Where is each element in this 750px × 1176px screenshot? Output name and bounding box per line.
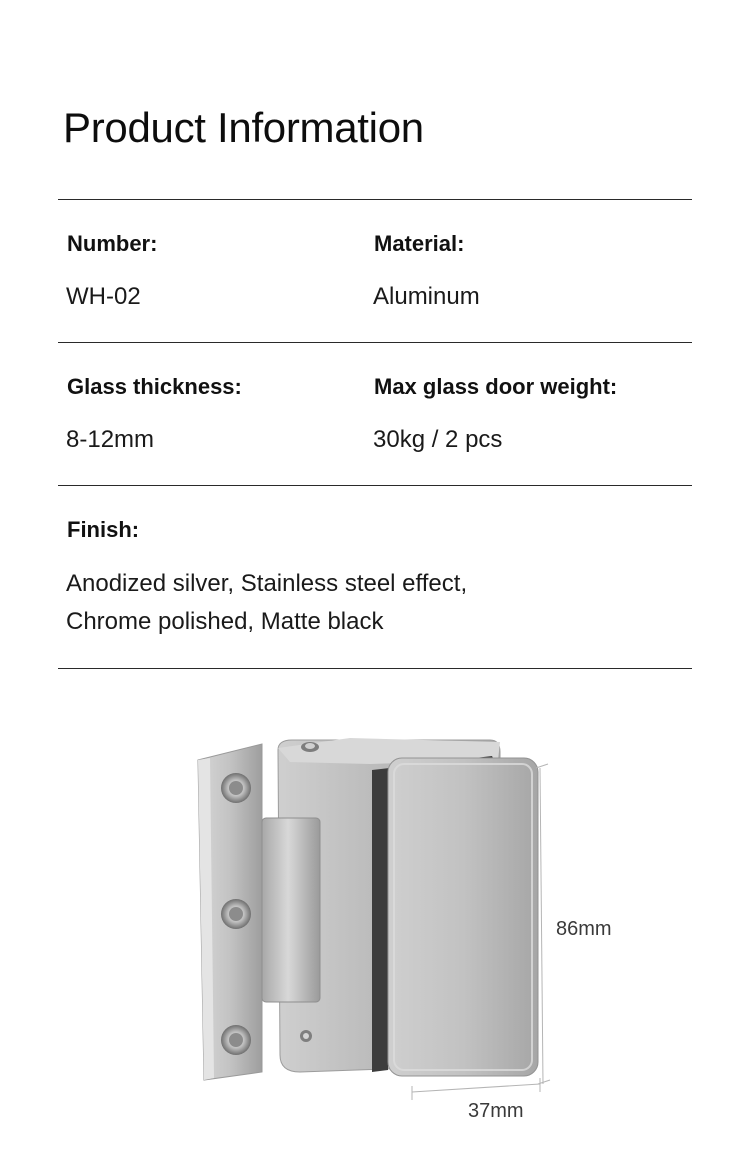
glass-thickness-value: 8-12mm	[66, 426, 155, 453]
divider	[58, 342, 692, 343]
material-value: Aluminum	[373, 283, 480, 310]
finish-line: Anodized silver, Stainless steel effect,	[66, 570, 468, 597]
height-dimension-label: 86mm	[556, 918, 612, 940]
page-title: Product Information	[63, 104, 424, 151]
max-weight-label: Max glass door weight:	[374, 374, 618, 399]
divider	[58, 668, 692, 669]
finish-label: Finish:	[67, 517, 140, 542]
width-dimension-label: 37mm	[468, 1100, 524, 1122]
divider	[58, 485, 692, 486]
max-weight-value: 30kg / 2 pcs	[373, 426, 503, 453]
finish-line: Chrome polished, Matte black	[66, 608, 384, 635]
glass-thickness-label: Glass thickness:	[67, 374, 242, 399]
number-label: Number:	[67, 231, 158, 256]
divider	[58, 199, 692, 200]
finish-value	[66, 565, 467, 641]
number-value: WH-02	[66, 283, 141, 310]
hinge-product-image	[0, 700, 750, 1176]
material-label: Material:	[374, 231, 465, 256]
